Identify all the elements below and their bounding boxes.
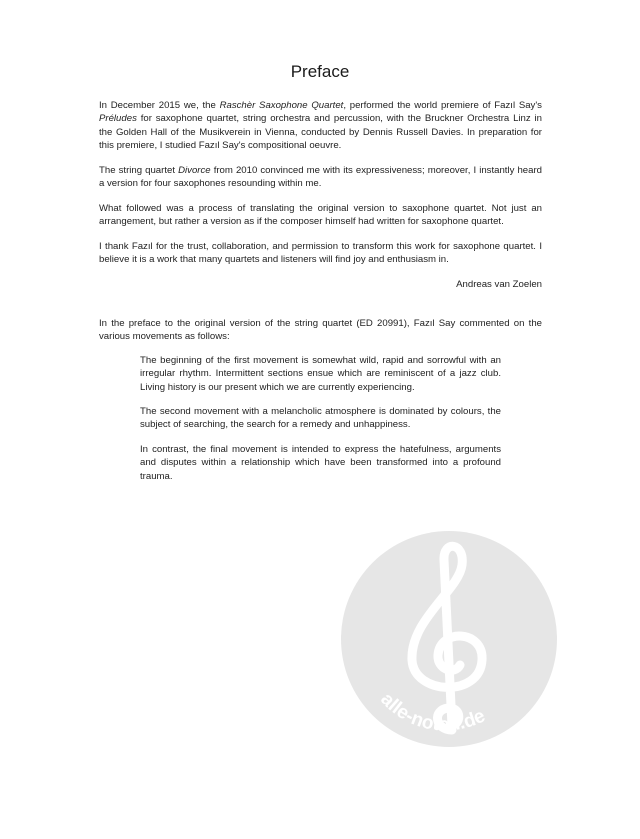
text-segment: for saxophone quartet, string orchestra and percussion, with the Bruckner Orchestra Linz in the Golden Hall of the Musikverein in Vienna, conducted by Dennis Russell Davies. In preparation for this premiere, I studied Fazıl Say's compositional oeuvre. bbox=[99, 113, 542, 152]
work-title: Divorce bbox=[178, 165, 211, 176]
watermark-text: alle-noten.de bbox=[376, 689, 489, 736]
work-title: Préludes bbox=[99, 113, 137, 125]
text-segment: , performed the world premiere of Fazıl Say's bbox=[343, 100, 542, 111]
quote-second-movement: The second movement with a melancholic atmosphere is dominated by colours, the subject of searching, the search for a remedy and unhappiness. bbox=[140, 406, 501, 431]
page-title: Preface bbox=[290, 62, 350, 81]
paragraph-divorce bbox=[99, 164, 542, 191]
paragraph-intro bbox=[99, 99, 542, 153]
text-segment: from 2010 convinced me with its expressiveness; moreover, I instantly heard a version for four saxophones resounding within me. bbox=[99, 165, 543, 190]
quote-first-movement: The beginning of the first movement is somewhat wild, rapid and sorrowful with an irregular rhythm. Intermittent sections ensue which are reminiscent of a jazz club. Living history is our present which we are currently experiencing. bbox=[140, 355, 501, 393]
paragraph-thanks: I thank Fazıl for the trust, collaboration, and permission to transform this work for saxophone quartet. I believe it is a work that many quartets and listeners will find joy and enthusiasm in. bbox=[99, 241, 542, 266]
author-signature: Andreas van Zoelen bbox=[456, 279, 542, 290]
ensemble-name: Raschèr Saxophone Quartet bbox=[219, 100, 344, 111]
text-segment: The string quartet bbox=[99, 165, 179, 176]
paragraph-process: What followed was a process of translating the original version to saxophone quartet. Not just an arrangement, but rather a version as if the composer himself had written for saxophone quartet. bbox=[99, 203, 542, 228]
quote-final-movement: In contrast, the final movement is intended to express the hatefulness, arguments and disputes within a relationship which have been transformed into a profound trauma. bbox=[140, 444, 501, 482]
watermark-logo bbox=[340, 530, 558, 748]
paragraph-original-preface: In the preface to the original version of the string quartet (ED 20991), Fazıl Say commented on the various movements as follows: bbox=[99, 318, 542, 343]
text-segment: In December 2015 we, the bbox=[99, 100, 220, 111]
